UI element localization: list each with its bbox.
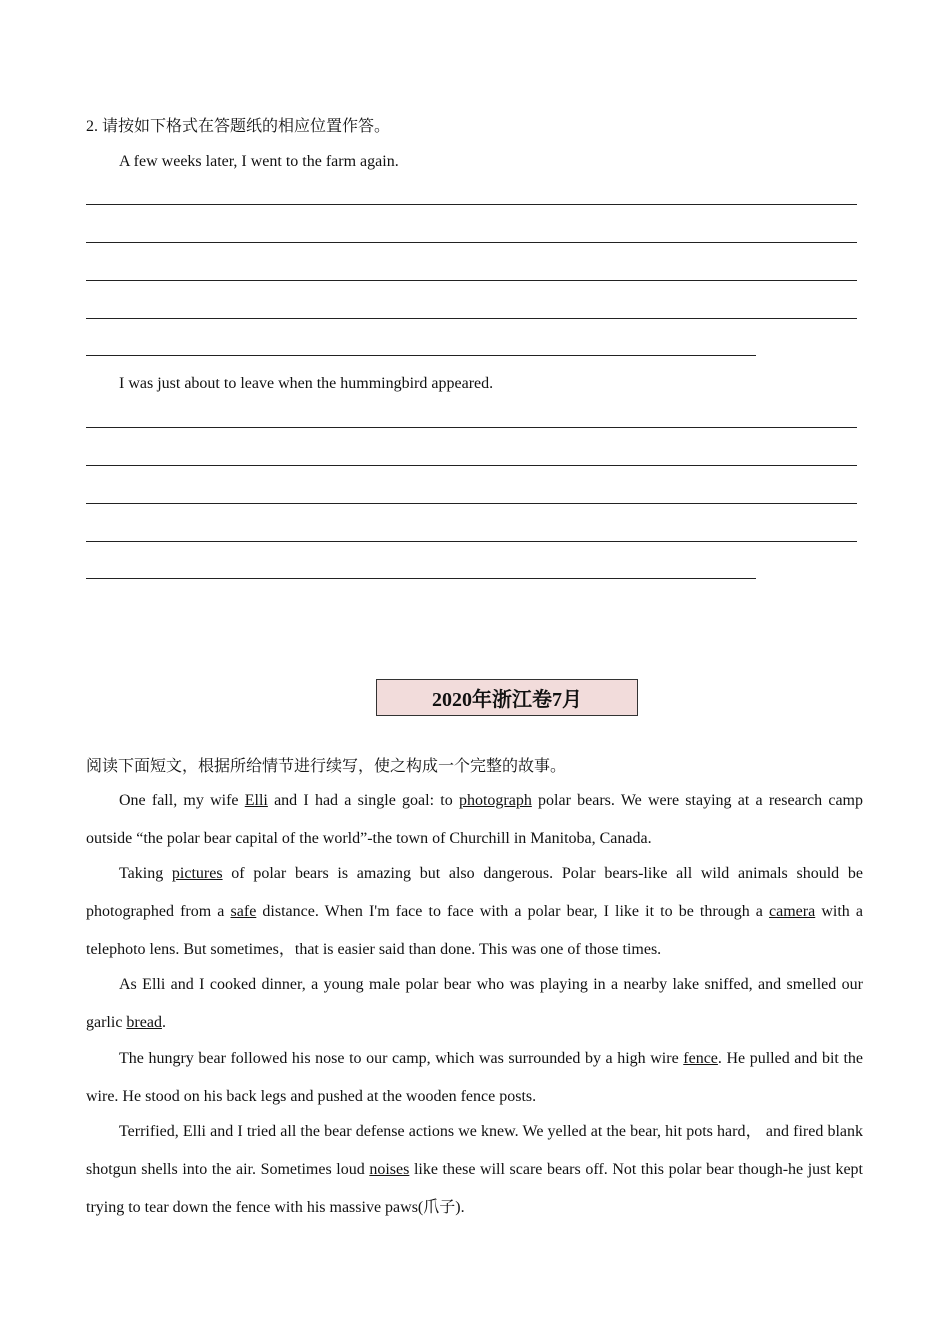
underlined-word: fence — [683, 1050, 718, 1067]
reading-instruction: 阅读下面短文，根据所给情节进行续写，使之构成一个完整的故事。 — [86, 758, 567, 775]
underlined-word: Elli — [244, 792, 268, 809]
underlined-word: safe — [230, 903, 257, 920]
answer-line — [86, 280, 857, 281]
underlined-word: camera — [769, 903, 816, 920]
story-paragraph-2 — [86, 855, 863, 969]
section-title: 2020年浙江卷7月 — [432, 689, 582, 711]
underlined-word: bread — [126, 1014, 162, 1031]
text-run: One fall, my wife — [119, 792, 245, 809]
answer-line — [86, 578, 756, 579]
underlined-word: photograph — [458, 792, 532, 809]
answer-line — [86, 204, 857, 205]
text-run: of polar bears is amazing but also dangerous. Polar bears-like all wild animals should be photographed from a — [86, 865, 863, 920]
text-run: with a telephoto lens. But sometimes，that is easier said than done. This was one of those times. — [86, 903, 863, 958]
text-run: . — [161, 1014, 166, 1031]
continuation-prompt-1: A few weeks later, I went to the farm again. — [119, 153, 399, 170]
writing-instruction: 2. 请按如下格式在答题纸的相应位置作答。 — [86, 118, 391, 135]
story-paragraph-3 — [86, 966, 863, 1042]
answer-line — [86, 355, 756, 356]
text-run: and I had a single goal: to — [267, 792, 459, 809]
answer-line — [86, 318, 857, 319]
underlined-word: pictures — [171, 865, 223, 882]
text-run: like these will scare bears off. Not this polar bear though-he just kept trying to tear down the fence with his massive paws(爪子). — [86, 1161, 863, 1216]
answer-line — [86, 503, 857, 504]
answer-line — [86, 427, 857, 428]
answer-line — [86, 242, 857, 243]
answer-line — [86, 465, 857, 466]
section-title-box — [376, 679, 638, 716]
text-run: Taking — [119, 865, 172, 882]
text-run: Terrified, Elli and I tried all the bear defense actions we knew. We yelled at the bear, hit pots hard， and fired blank shotgun shells into the air. Sometimes loud — [86, 1123, 863, 1178]
answer-line — [86, 541, 857, 542]
text-run: . He pulled and bit the wire. He stood on his back legs and pushed at the wooden fence posts. — [86, 1050, 863, 1105]
text-run: As Elli and I cooked dinner, a young male polar bear who was playing in a nearby lake sniffed, and smelled our garlic — [86, 976, 863, 1031]
continuation-prompt-2: I was just about to leave when the hummingbird appeared. — [119, 375, 494, 392]
text-run: The hungry bear followed his nose to our camp, which was surrounded by a high wire — [119, 1050, 684, 1067]
underlined-word: noises — [369, 1161, 410, 1178]
story-paragraph-1 — [86, 782, 863, 858]
text-run: polar bears. We were staying at a research camp outside “the polar bear capital of the world”-the town of Churchill in Manitoba, Canada. — [86, 792, 864, 847]
text-run: distance. When I'm face to face with a polar bear, I like it to be through a — [256, 903, 770, 920]
story-paragraph-4 — [86, 1040, 863, 1116]
story-paragraph-5 — [86, 1113, 863, 1227]
